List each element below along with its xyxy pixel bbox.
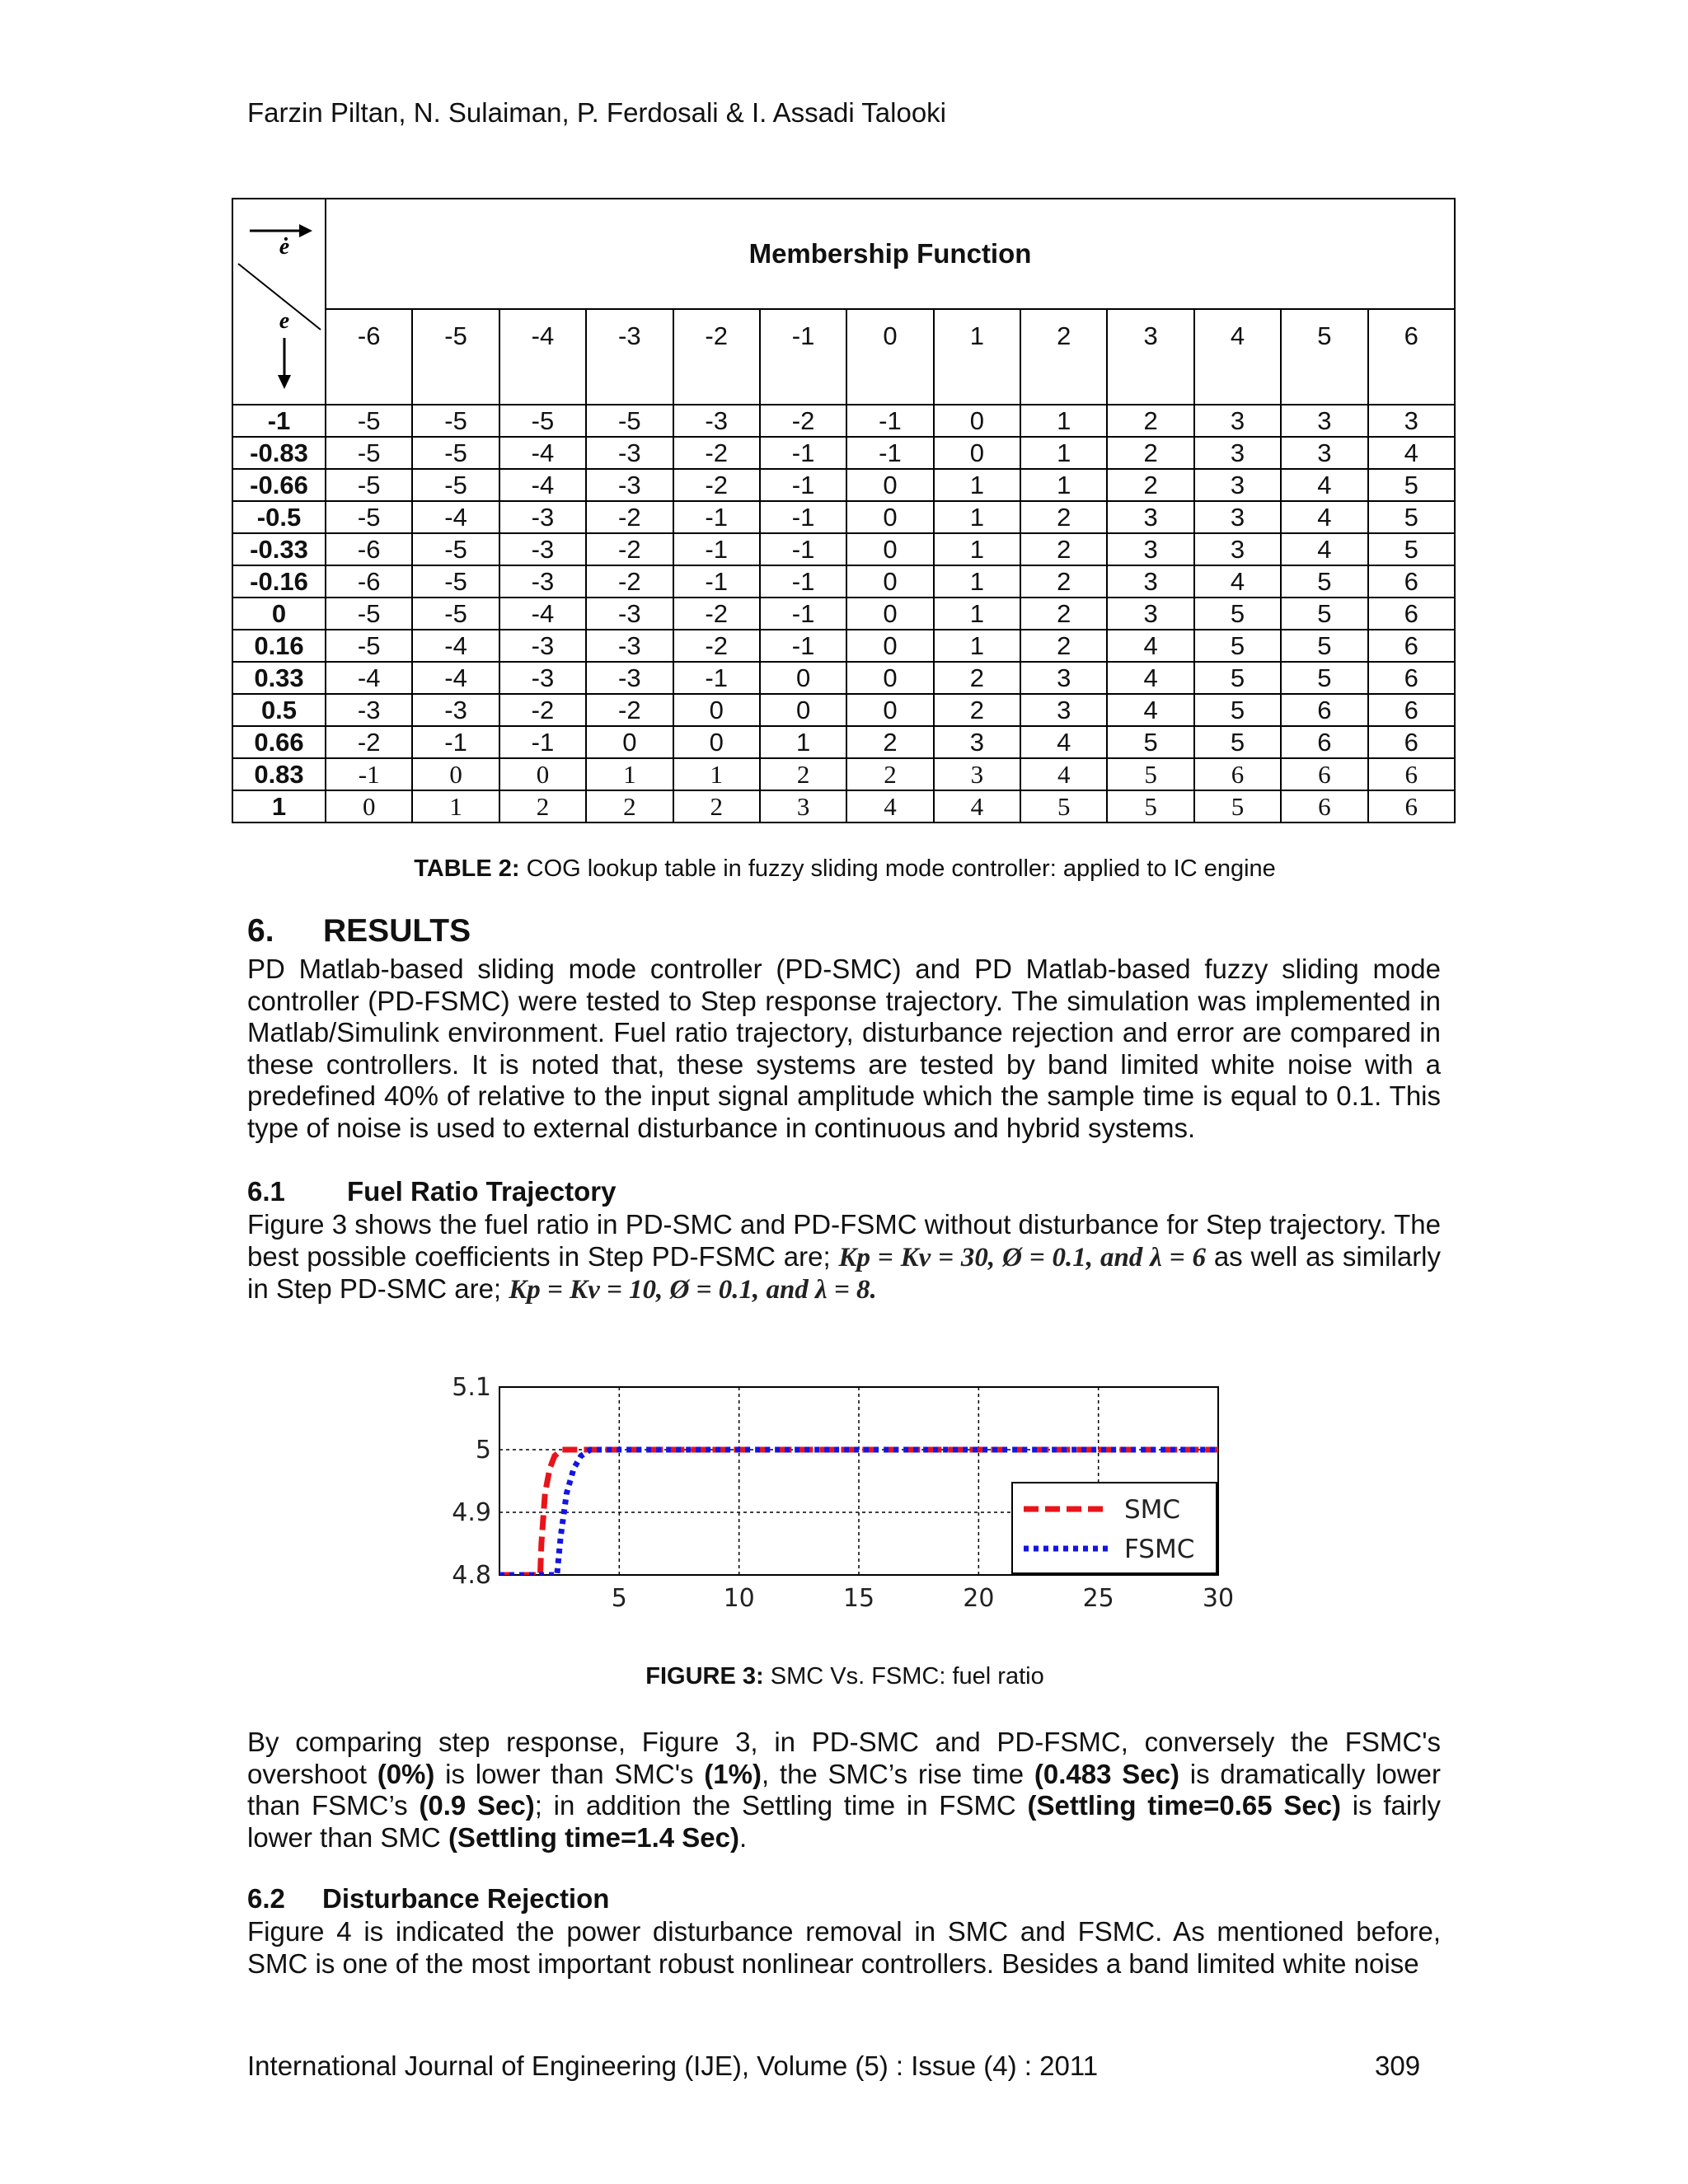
x-tick-label: 15 xyxy=(842,1584,875,1613)
x-tick-label: 20 xyxy=(963,1584,995,1613)
table-cell: 0 xyxy=(673,694,760,726)
table-cell: 6 xyxy=(1368,726,1456,758)
table-cell: -1 xyxy=(760,630,846,662)
table-cell: -6 xyxy=(326,565,412,598)
table-row xyxy=(232,694,1455,726)
table-cell: 3 xyxy=(934,758,1020,790)
table-cell: 3 xyxy=(1194,501,1281,533)
table-row xyxy=(232,790,1455,823)
table-cell: 3 xyxy=(1020,694,1107,726)
table-cell: 2 xyxy=(499,790,586,823)
table-cell: 1 xyxy=(1020,469,1107,501)
row-header: -1 xyxy=(232,405,326,437)
section-title: RESULTS xyxy=(323,913,471,949)
table-cell: 6 xyxy=(1368,694,1456,726)
table-cell: 5 xyxy=(1281,565,1367,598)
table-cell: 6 xyxy=(1368,565,1456,598)
section-heading xyxy=(247,913,471,949)
table-cell: 5 xyxy=(1194,726,1281,758)
table-cell: 6 xyxy=(1368,790,1456,823)
column-header: 6 xyxy=(1368,309,1456,405)
table-cell: 1 xyxy=(934,469,1020,501)
table-cell: 5 xyxy=(1194,662,1281,694)
table-cell: -6 xyxy=(326,533,412,565)
table-cell: -2 xyxy=(586,565,673,598)
table-cell: -5 xyxy=(326,630,412,662)
table-cell: 2 xyxy=(1107,437,1193,469)
table-row xyxy=(232,565,1455,598)
table-cell: 2 xyxy=(1107,405,1193,437)
table-cell: 1 xyxy=(934,565,1020,598)
table-cell: -4 xyxy=(499,598,586,630)
table-cell: 2 xyxy=(1020,630,1107,662)
table-cell: 3 xyxy=(760,790,846,823)
row-header: -0.5 xyxy=(232,501,326,533)
table-cell: 0 xyxy=(586,726,673,758)
table-cell: -2 xyxy=(673,469,760,501)
table-cell: 3 xyxy=(1281,405,1367,437)
table-cell: -1 xyxy=(760,469,846,501)
table-caption xyxy=(247,855,1442,883)
table-cell: 4 xyxy=(934,790,1020,823)
table-cell: 0 xyxy=(934,437,1020,469)
table-cell: 5 xyxy=(1281,630,1367,662)
table-cell: 2 xyxy=(673,790,760,823)
table-cell: -5 xyxy=(326,469,412,501)
row-header: 0.83 xyxy=(232,758,326,790)
table-cell: 0 xyxy=(673,726,760,758)
table-cell: 0 xyxy=(499,758,586,790)
table-cell: 1 xyxy=(673,758,760,790)
table-cell: 6 xyxy=(1368,598,1456,630)
table-cell: -3 xyxy=(499,662,586,694)
table-cell: -2 xyxy=(586,501,673,533)
table-cell: 5 xyxy=(1107,758,1193,790)
table-cell: -4 xyxy=(499,437,586,469)
text-span: Figure 3 shows the fuel ratio in PD-SMC and PD-FSMC without disturbance for Step trajectory. The best possible coefficients in Step PD-FSMC are; xyxy=(247,1209,1441,1272)
table-row xyxy=(232,533,1455,565)
table-cell: -1 xyxy=(412,726,499,758)
subsection-heading-6-2 xyxy=(247,1883,609,1915)
table-cell: 6 xyxy=(1368,630,1456,662)
table-cell: 3 xyxy=(1194,533,1281,565)
x-tick-label: 25 xyxy=(1082,1584,1114,1613)
table-cell: 0 xyxy=(846,469,933,501)
table-cell: -3 xyxy=(499,565,586,598)
table-cell: -1 xyxy=(673,662,760,694)
table-cell: 0 xyxy=(760,694,846,726)
fuel-ratio-chart xyxy=(443,1364,1243,1619)
row-header: -0.33 xyxy=(232,533,326,565)
column-header: -5 xyxy=(412,309,499,405)
running-header: Farzin Piltan, N. Sulaiman, P. Ferdosali & I. Assadi Talooki xyxy=(247,97,947,128)
table-cell: 1 xyxy=(1020,437,1107,469)
footer-journal: International Journal of Engineering (IJE), Volume (5) : Issue (4) : 2011 xyxy=(247,2050,1099,2081)
row-header: 0.5 xyxy=(232,694,326,726)
equation-smc: Kp = Kv = 10, Ø = 0.1, and λ = 8. xyxy=(509,1275,877,1305)
subsection-number: 6.1 xyxy=(247,1176,285,1207)
row-header: -0.66 xyxy=(232,469,326,501)
axis-label-edot: ė xyxy=(279,234,290,260)
table-cell: 0 xyxy=(846,501,933,533)
table-cell: -5 xyxy=(326,598,412,630)
table-cell: -3 xyxy=(586,469,673,501)
table-cell: 1 xyxy=(934,630,1020,662)
table-cell: 0 xyxy=(760,662,846,694)
paragraph-disturbance: Figure 4 is indicated the power disturbance removal in SMC and FSMC. As mentioned before, SMC is one of the most important robust nonlinear controllers. Besides a band limited white noise xyxy=(247,1916,1441,1979)
table-cell: 1 xyxy=(412,790,499,823)
table-cell: -1 xyxy=(760,598,846,630)
table-cell: 5 xyxy=(1194,694,1281,726)
table-cell: 6 xyxy=(1281,726,1367,758)
table-cell: -1 xyxy=(673,501,760,533)
table-cell: 0 xyxy=(934,405,1020,437)
table-cell: 5 xyxy=(1281,662,1367,694)
column-header: 4 xyxy=(1194,309,1281,405)
table-cell: 0 xyxy=(846,630,933,662)
table-cell: -1 xyxy=(760,437,846,469)
table-cell: 0 xyxy=(326,790,412,823)
column-header: -6 xyxy=(326,309,412,405)
lookup-table xyxy=(232,198,1456,823)
table-cell: 6 xyxy=(1281,694,1367,726)
table-cell: 6 xyxy=(1194,758,1281,790)
table-cell: -2 xyxy=(499,694,586,726)
table-cell: -5 xyxy=(412,437,499,469)
chart-svg xyxy=(443,1364,1243,1619)
table-caption-label: TABLE 2: xyxy=(414,855,520,882)
table-title: Membership Function xyxy=(326,199,1455,309)
table-cell: 3 xyxy=(1020,662,1107,694)
table-cell: -5 xyxy=(326,437,412,469)
table-cell: 5 xyxy=(1368,533,1456,565)
x-tick-label: 10 xyxy=(723,1584,755,1613)
table-cell: 3 xyxy=(1194,405,1281,437)
table-cell: 5 xyxy=(1020,790,1107,823)
row-header: 0.33 xyxy=(232,662,326,694)
paragraph-fuel-ratio xyxy=(247,1209,1441,1306)
table-cell: -1 xyxy=(673,533,760,565)
subsection-title: Fuel Ratio Trajectory xyxy=(347,1176,617,1207)
table-cell: -1 xyxy=(760,501,846,533)
table-row xyxy=(232,469,1455,501)
table-cell: -5 xyxy=(412,598,499,630)
table-cell: -4 xyxy=(326,662,412,694)
column-header: 0 xyxy=(846,309,933,405)
table-cell: 0 xyxy=(846,694,933,726)
table-cell: 2 xyxy=(934,694,1020,726)
table-cell: 5 xyxy=(1368,469,1456,501)
table-cell: 3 xyxy=(1107,501,1193,533)
table-cell: -5 xyxy=(326,501,412,533)
table-cell: -2 xyxy=(760,405,846,437)
table-cell: 4 xyxy=(1107,694,1193,726)
table-cell: 2 xyxy=(1020,598,1107,630)
table-cell: 2 xyxy=(586,790,673,823)
table-cell: 1 xyxy=(934,501,1020,533)
table-cell: 1 xyxy=(934,598,1020,630)
column-header: -4 xyxy=(499,309,586,405)
column-header: -1 xyxy=(760,309,846,405)
table-cell: -1 xyxy=(846,405,933,437)
table-cell: 5 xyxy=(1194,790,1281,823)
table-cell: 2 xyxy=(1020,533,1107,565)
column-header: -2 xyxy=(673,309,760,405)
table-cell: 2 xyxy=(1107,469,1193,501)
table-cell: -1 xyxy=(326,758,412,790)
subsection-heading-6-1 xyxy=(247,1176,616,1207)
table-row xyxy=(232,598,1455,630)
table-cell: 3 xyxy=(1194,437,1281,469)
table-cell: -2 xyxy=(673,630,760,662)
paragraph-results: PD Matlab-based sliding mode controller (PD-SMC) and PD Matlab-based fuzzy sliding mode controller (PD-FSMC) were tested to Step response trajectory. The simulation was implemented in Matlab/Simulink environment. Fuel ratio trajectory, disturbance rejection and error are compared in these controllers. It is noted that, these systems are tested by band limited white noise with a predefined 40% of relative to the input signal amplitude which the sample time is equal to 0.1. This type of noise is used to external disturbance in continuous and hybrid systems. xyxy=(247,954,1441,1143)
table-cell: 5 xyxy=(1368,501,1456,533)
table-cell: -1 xyxy=(499,726,586,758)
axis-label-e: e xyxy=(279,308,290,334)
y-tick-label: 4.8 xyxy=(452,1561,491,1590)
table-cell: -2 xyxy=(586,694,673,726)
table-cell: -3 xyxy=(412,694,499,726)
table-cell: 3 xyxy=(1107,533,1193,565)
table-cell: 4 xyxy=(1107,662,1193,694)
table-cell: 2 xyxy=(1020,501,1107,533)
table-cell: 2 xyxy=(760,758,846,790)
table-cell: -3 xyxy=(586,598,673,630)
table-row xyxy=(232,405,1455,437)
table-cell: 0 xyxy=(846,565,933,598)
table-cell: -4 xyxy=(412,662,499,694)
table-cell: 4 xyxy=(846,790,933,823)
row-header: 0.16 xyxy=(232,630,326,662)
table-cell: 2 xyxy=(1020,565,1107,598)
table-cell: 3 xyxy=(1368,405,1456,437)
row-header: -0.83 xyxy=(232,437,326,469)
table-cell: 2 xyxy=(846,758,933,790)
legend-entry: FSMC xyxy=(1124,1535,1195,1564)
section-number: 6. xyxy=(247,913,274,949)
table-cell: 0 xyxy=(846,533,933,565)
table-row xyxy=(232,726,1455,758)
table-corner xyxy=(232,199,326,405)
table-cell: 5 xyxy=(1194,598,1281,630)
table-cell: 4 xyxy=(1194,565,1281,598)
axis-diagram-icon xyxy=(233,206,325,397)
table-cell: -3 xyxy=(499,533,586,565)
table-cell: 0 xyxy=(846,662,933,694)
table-cell: -5 xyxy=(412,565,499,598)
table-cell: -5 xyxy=(326,405,412,437)
table-row xyxy=(232,437,1455,469)
table-row xyxy=(232,662,1455,694)
table-cell: -3 xyxy=(499,630,586,662)
table-cell: 4 xyxy=(1368,437,1456,469)
table-cell: 4 xyxy=(1107,630,1193,662)
table-cell: -2 xyxy=(326,726,412,758)
table-cell: -5 xyxy=(412,469,499,501)
table-cell: -2 xyxy=(673,598,760,630)
table-cell: 1 xyxy=(760,726,846,758)
table-cell: -1 xyxy=(673,565,760,598)
table-cell: -2 xyxy=(586,533,673,565)
legend-entry: SMC xyxy=(1124,1495,1181,1525)
table-cell: -1 xyxy=(760,565,846,598)
table-cell: 4 xyxy=(1281,469,1367,501)
table-cell: 3 xyxy=(934,726,1020,758)
table-cell: 4 xyxy=(1281,533,1367,565)
table-cell: 5 xyxy=(1281,598,1367,630)
table-cell: 2 xyxy=(846,726,933,758)
table-cell: -4 xyxy=(499,469,586,501)
x-tick-label: 30 xyxy=(1202,1584,1235,1613)
column-header: -3 xyxy=(586,309,673,405)
table-cell: 5 xyxy=(1107,726,1193,758)
table-cell: -3 xyxy=(586,630,673,662)
table-cell: 6 xyxy=(1368,662,1456,694)
table-cell: -1 xyxy=(760,533,846,565)
column-header: 5 xyxy=(1281,309,1367,405)
x-tick-label: 5 xyxy=(611,1584,627,1613)
table-cell: 3 xyxy=(1107,565,1193,598)
subsection-number: 6.2 xyxy=(247,1883,285,1914)
y-tick-label: 5.1 xyxy=(452,1373,491,1402)
table-cell: -2 xyxy=(673,437,760,469)
table-cell: 1 xyxy=(1020,405,1107,437)
table-row xyxy=(232,501,1455,533)
figure-caption-text: SMC Vs. FSMC: fuel ratio xyxy=(763,1663,1044,1690)
table-cell: 4 xyxy=(1020,758,1107,790)
table-cell: 5 xyxy=(1107,790,1193,823)
table-row xyxy=(232,758,1455,790)
column-header: 3 xyxy=(1107,309,1193,405)
row-header: 0.66 xyxy=(232,726,326,758)
table-cell: 6 xyxy=(1281,790,1367,823)
table-cell: 5 xyxy=(1194,630,1281,662)
table-cell: -4 xyxy=(412,630,499,662)
figure-caption-label: FIGURE 3: xyxy=(645,1663,764,1690)
table-cell: -1 xyxy=(846,437,933,469)
table-cell: -5 xyxy=(412,405,499,437)
paragraph-comparison: By comparing step response, Figure 3, in PD-SMC and PD-FSMC, conversely the FSMC's overshoot (0%) is lower than SMC's (1%), the SMC’s rise time (0.483 Sec) is dramatically lower than FSMC’s (0.9 Sec); in addition the Settling time in FSMC (Settling time=0.65 Sec) is fairly lower than SMC (Settling time=1.4 Sec). xyxy=(247,1727,1442,1853)
row-header: -0.16 xyxy=(232,565,326,598)
row-header: 1 xyxy=(232,790,326,823)
figure-caption xyxy=(247,1663,1442,1690)
column-header: 1 xyxy=(934,309,1020,405)
table-cell: 3 xyxy=(1281,437,1367,469)
table-cell: -3 xyxy=(586,437,673,469)
table-cell: -5 xyxy=(412,533,499,565)
table-cell: 3 xyxy=(1107,598,1193,630)
table-cell: 1 xyxy=(934,533,1020,565)
text-span: as well as similarly in Step PD-SMC are; xyxy=(247,1240,1442,1304)
table-cell: -4 xyxy=(412,501,499,533)
table-cell: 6 xyxy=(1281,758,1367,790)
table-cell: -5 xyxy=(499,405,586,437)
y-tick-label: 5 xyxy=(475,1436,491,1465)
table-cell: -3 xyxy=(673,405,760,437)
table-cell: 1 xyxy=(586,758,673,790)
table-cell: 0 xyxy=(412,758,499,790)
table-cell: 6 xyxy=(1368,758,1456,790)
table-caption-text: COG lookup table in fuzzy sliding mode controller: applied to IC engine xyxy=(519,855,1276,882)
table-cell: 4 xyxy=(1020,726,1107,758)
table-cell: 4 xyxy=(1281,501,1367,533)
y-tick-label: 4.9 xyxy=(452,1498,491,1527)
table-cell: -3 xyxy=(586,662,673,694)
table-cell: 0 xyxy=(846,598,933,630)
table-cell: -5 xyxy=(586,405,673,437)
row-header: 0 xyxy=(232,598,326,630)
table-cell: 2 xyxy=(934,662,1020,694)
table-cell: 3 xyxy=(1194,469,1281,501)
table-cell: -3 xyxy=(499,501,586,533)
table-cell: -3 xyxy=(326,694,412,726)
column-header: 2 xyxy=(1020,309,1107,405)
subsection-title: Disturbance Rejection xyxy=(322,1883,610,1914)
page-number: 309 xyxy=(1375,2050,1421,2081)
table-row xyxy=(232,630,1455,662)
equation-fsmc: Kp = Kv = 30, Ø = 0.1, and λ = 6 xyxy=(838,1242,1206,1272)
